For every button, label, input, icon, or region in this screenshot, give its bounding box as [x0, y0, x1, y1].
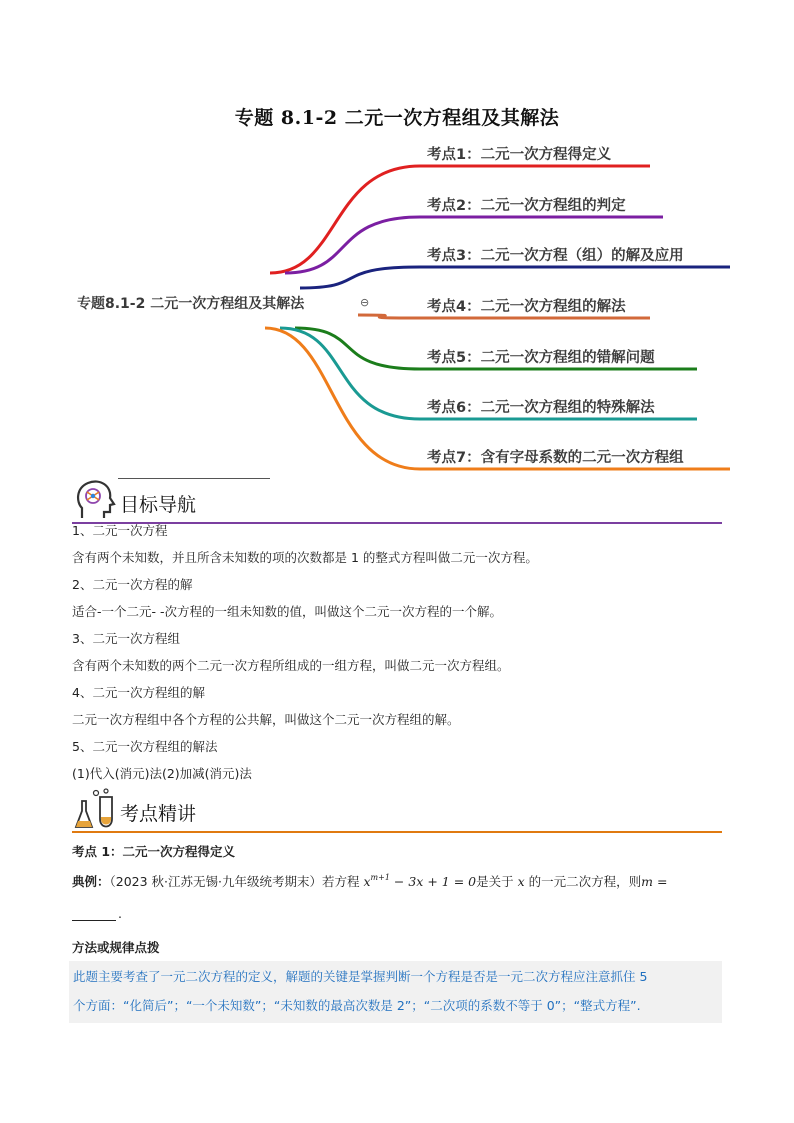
example-text: 是关于 — [476, 874, 518, 889]
goal-line: 含有两个未知数的两个二元一次方程所组成的一组方程，叫做二元一次方程组。 — [72, 658, 510, 673]
goal-line: 2、二元一次方程的解 — [72, 577, 193, 592]
section-underline — [72, 522, 722, 524]
key-point-title: 考点 1：二元一次方程得定义 — [72, 844, 236, 859]
method-hint-line: 此题主要考查了一元二次方程的定义，解题的关键是掌握判断一个方程是否是一元二次方程应注意抓住 5 — [73, 969, 648, 984]
period: . — [118, 906, 122, 921]
mindmap-center-topic: 专题8.1-2 二元一次方程组及其解法 — [77, 296, 305, 312]
answer-blank-line — [72, 906, 122, 921]
goal-line: 4、二元一次方程组的解 — [72, 685, 205, 700]
mindmap-branches — [265, 145, 730, 469]
equation-exponent: m+1 — [370, 873, 390, 882]
example-text: 的一元二次方程，则 — [524, 874, 642, 889]
example-text: （2023 秋·江苏无锡·九年级统考期末）若方程 — [109, 874, 364, 889]
variable-m: m — [641, 874, 653, 889]
variable-x: x — [517, 874, 525, 889]
method-title: 方法或规律点拨 — [72, 940, 160, 955]
method-hint-box — [69, 961, 722, 1023]
equals-sign: = — [653, 874, 668, 889]
example-label: 典例： — [72, 874, 110, 889]
goal-line: 1、二元一次方程 — [72, 523, 168, 538]
method-hint-line: 个方面：“化简后”；“一个未知数”；“未知数的最高次数是 2”；“二次项的系数不等于 0”；“整式方程”. — [73, 998, 641, 1013]
section-title-goals: 目标导航 — [120, 494, 197, 516]
mindmap-branch-line — [300, 267, 730, 288]
section-header-key-points — [72, 787, 722, 837]
mindmap-branch-label[interactable]: 考点7：含有字母系数的二元一次方程组 — [427, 450, 684, 466]
header-top-rule — [118, 478, 270, 479]
goal-line: 3、二元一次方程组 — [72, 631, 180, 646]
goal-line: 5、二元一次方程组的解法 — [72, 739, 218, 754]
mindmap-branch-label[interactable]: 考点3：二元一次方程（组）的解及应用 — [427, 248, 684, 264]
goal-line: 含有两个未知数，并且所含未知数的项的次数都是 1 的整式方程叫做二元一次方程。 — [72, 550, 538, 565]
page-title: 专题 8.1-2 二元一次方程组及其解法 — [234, 107, 560, 129]
mindmap-branch-line — [285, 217, 663, 273]
section-header-goals — [72, 478, 722, 528]
goal-line: 适合-一个二元- -次方程的一组未知数的值，叫做这个二元一次方程的一个解。 — [72, 604, 503, 619]
mindmap-branch-line — [358, 315, 650, 318]
collapse-icon[interactable]: ⊖ — [360, 296, 370, 309]
flask-icon — [74, 787, 118, 833]
section-title-key-points: 考点精讲 — [120, 803, 197, 825]
mindmap-branch-label[interactable]: 考点2：二元一次方程组的判定 — [427, 198, 626, 214]
section-underline — [72, 831, 722, 833]
mindmap-branch-label[interactable]: 考点4：二元一次方程组的解法 — [427, 299, 626, 315]
mind-map — [0, 130, 794, 475]
mindmap-branch-label[interactable]: 考点6：二元一次方程组的特殊解法 — [427, 400, 655, 416]
mindmap-branch-label[interactable]: 考点1：二元一次方程得定义 — [427, 147, 612, 163]
equation-rest: − 3x + 1 = 0 — [389, 874, 477, 889]
mindmap-branch-label[interactable]: 考点5：二元一次方程组的错解问题 — [427, 350, 655, 366]
equation-base: x — [363, 874, 371, 889]
answer-blank[interactable] — [72, 919, 116, 921]
brain-head-icon — [74, 478, 118, 524]
goal-line: (1)代入(消元)法(2)加减(消元)法 — [72, 766, 252, 781]
goal-line: 二元一次方程组中各个方程的公共解，叫做这个二元一次方程组的解。 — [72, 712, 460, 727]
example-question — [72, 872, 667, 890]
